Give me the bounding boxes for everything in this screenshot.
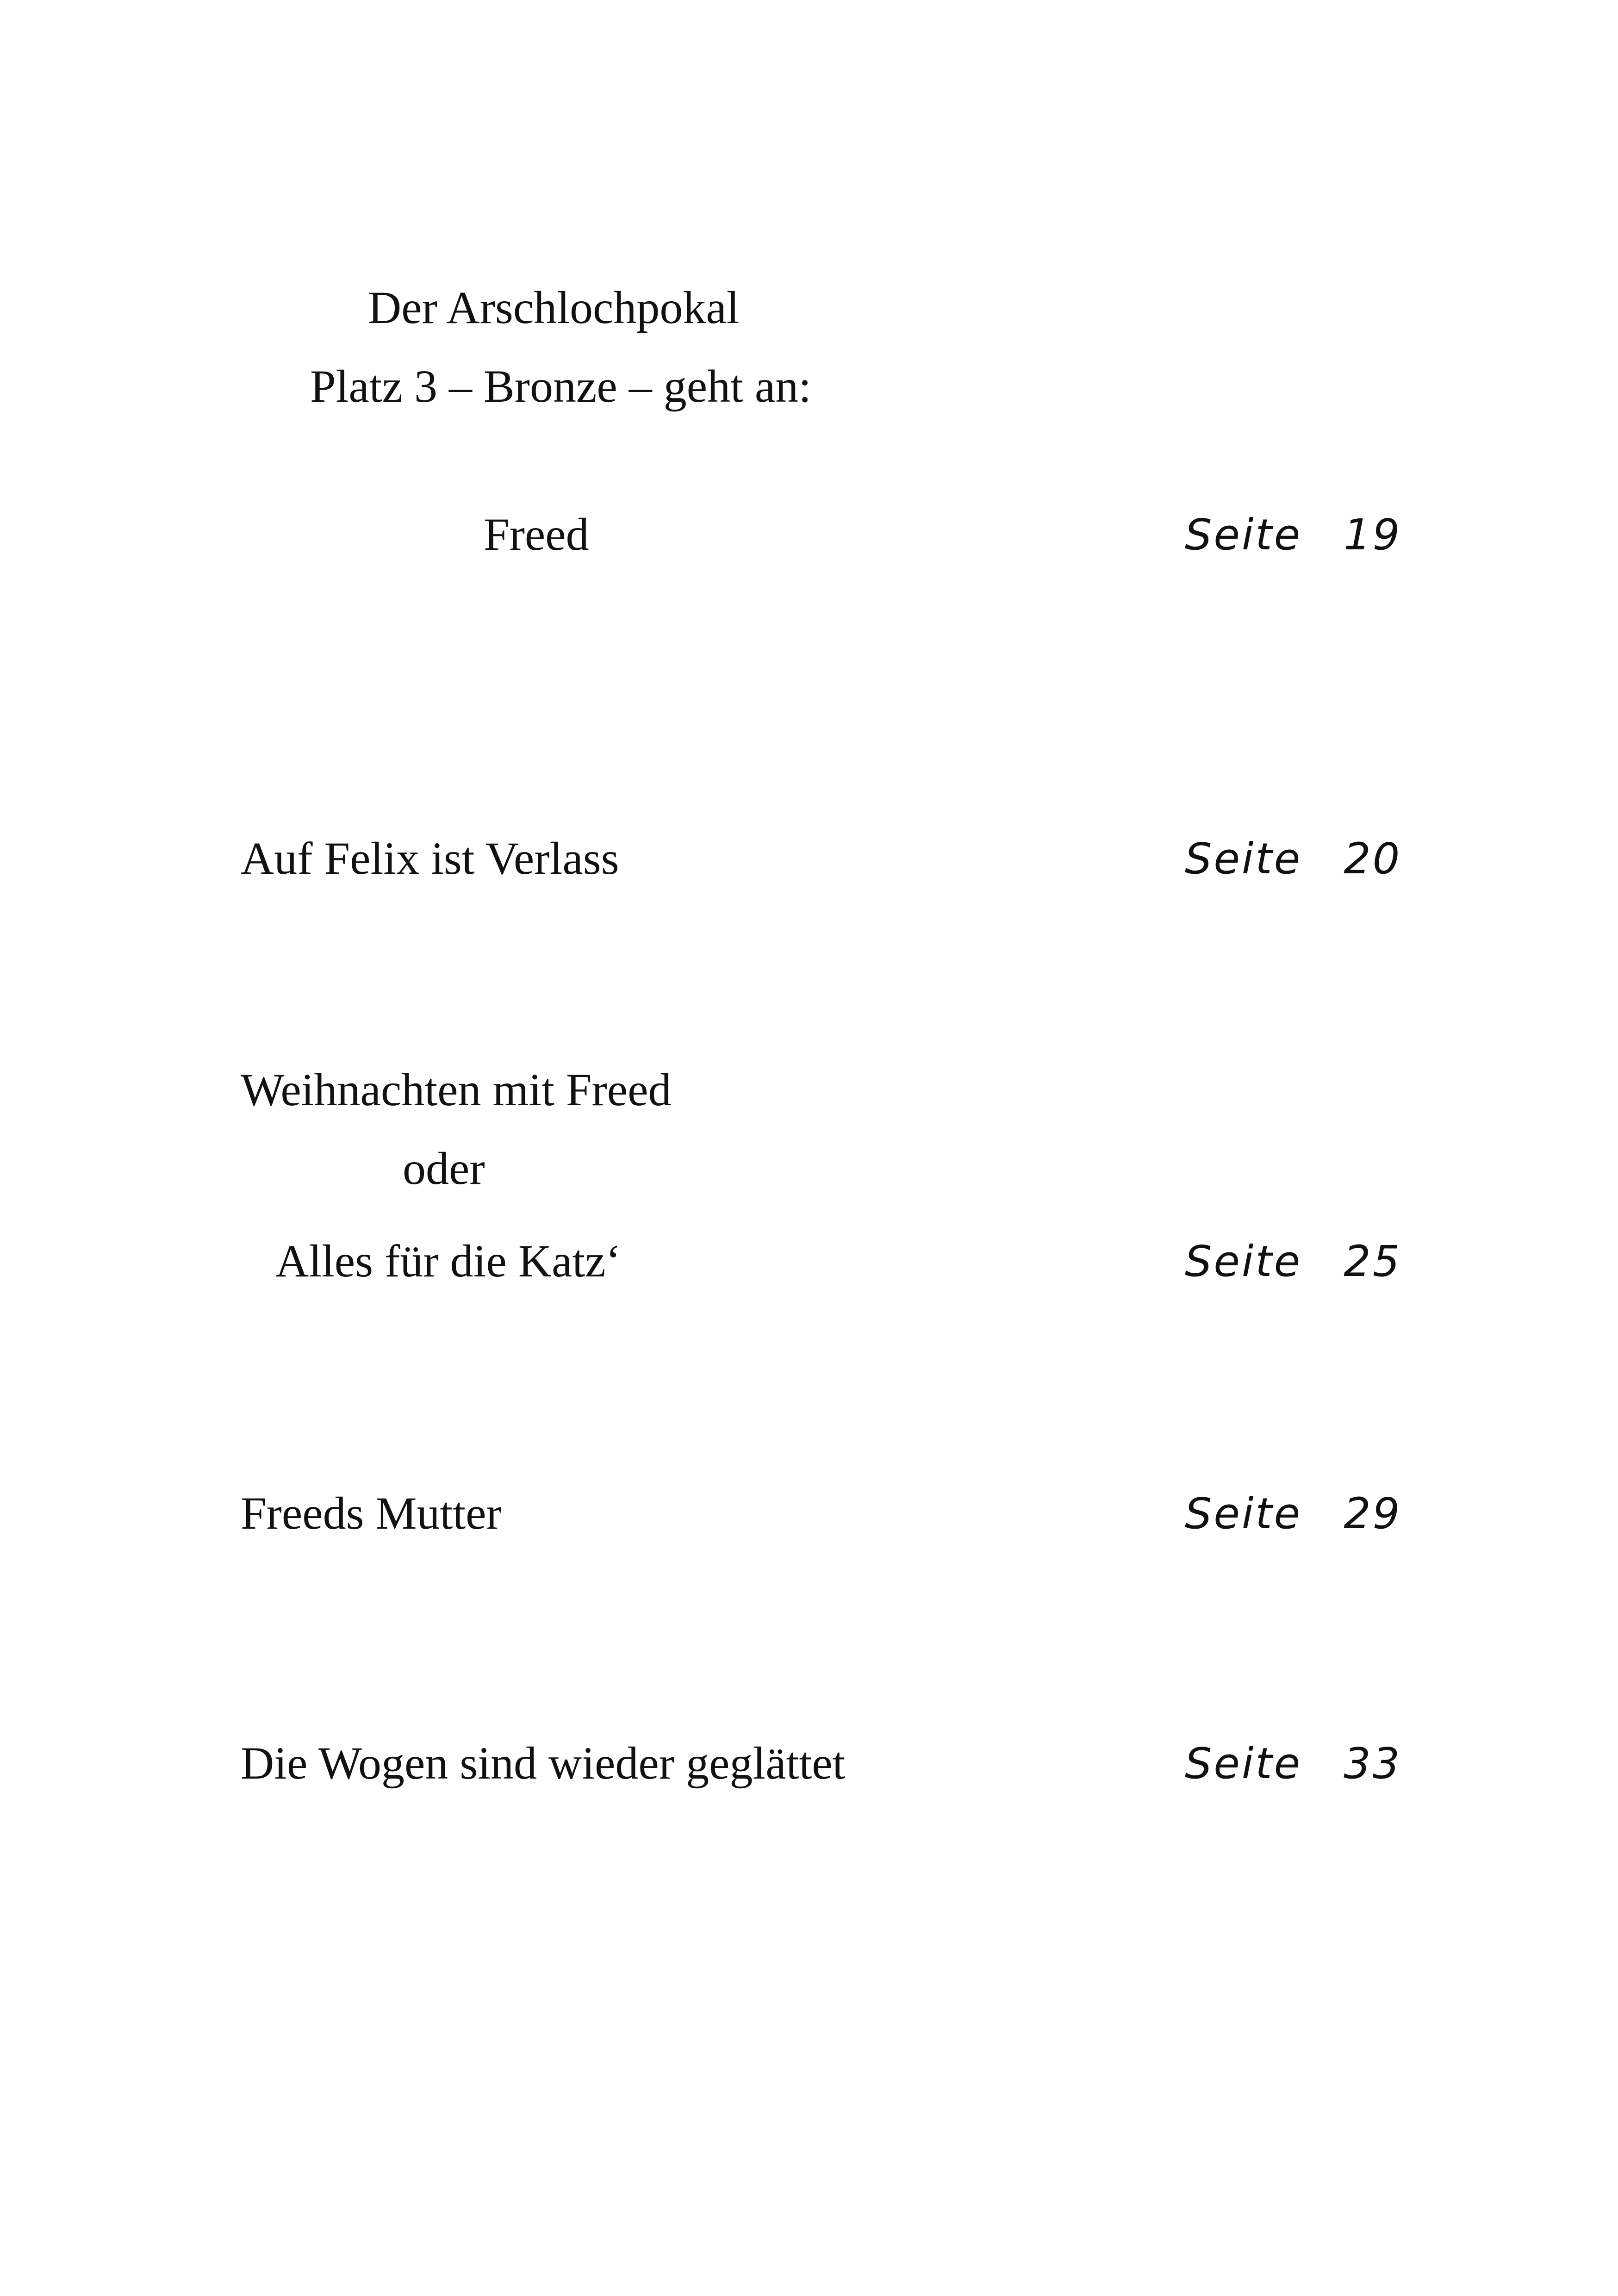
toc-entry-title-oder: oder — [403, 1143, 485, 1194]
page-label: Seite — [1185, 1237, 1302, 1286]
page-label: Seite — [1185, 1489, 1302, 1538]
toc-entry-page-ref — [1185, 1489, 1402, 1538]
page-number: 25 — [1344, 1237, 1402, 1286]
toc-entry-title-katz: Alles für die Katz‘ — [275, 1235, 621, 1287]
page-label: Seite — [1185, 834, 1302, 884]
toc-entry-page-ref — [1185, 1739, 1402, 1788]
toc-entry-page-ref — [1185, 834, 1402, 884]
toc-entry-page-ref — [1185, 1237, 1402, 1286]
page-number: 29 — [1344, 1489, 1402, 1538]
heading-line-2: Platz 3 – Bronze – geht an: — [310, 361, 812, 412]
toc-entry-title-mutter: Freeds Mutter — [241, 1487, 502, 1539]
page-number: 19 — [1344, 510, 1402, 560]
page-label: Seite — [1185, 1739, 1302, 1788]
toc-entry-title-felix: Auf Felix ist Verlass — [241, 833, 619, 884]
page-number: 20 — [1344, 834, 1402, 884]
toc-entry-page-ref — [1185, 510, 1402, 560]
page-label: Seite — [1185, 510, 1302, 560]
toc-entry-title-wogen: Die Wogen sind wieder geglättet — [241, 1737, 846, 1789]
page-number: 33 — [1344, 1739, 1402, 1788]
toc-entry-title-weihnachten: Weihnachten mit Freed — [241, 1064, 672, 1115]
toc-entry-title-freed: Freed — [484, 509, 589, 560]
heading-line-1: Der Arschlochpokal — [368, 282, 740, 333]
